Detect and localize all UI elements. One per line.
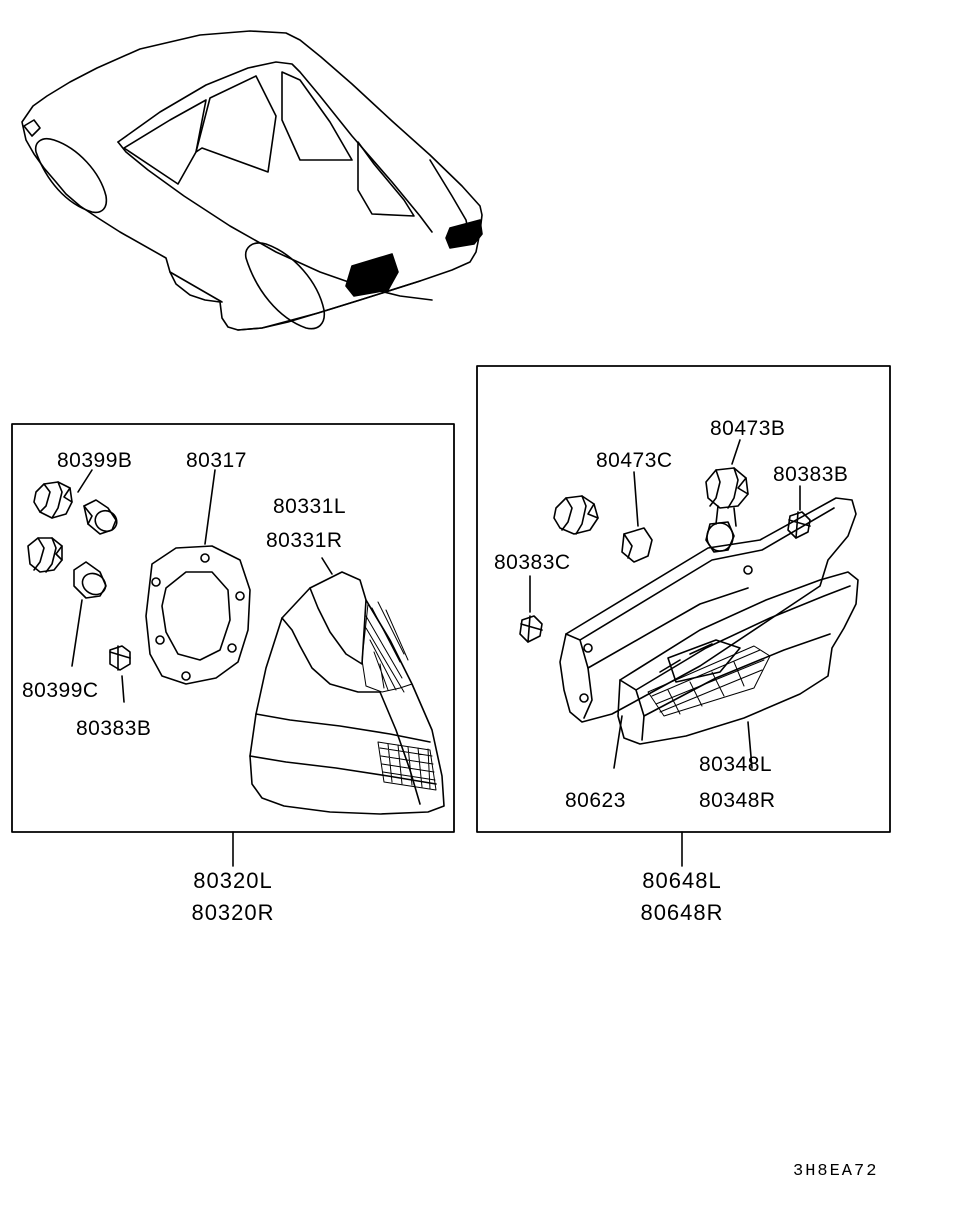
- leader-80331: [322, 558, 332, 574]
- assembly-label-80648R: 80648R: [640, 900, 724, 925]
- part-label-80348L: 80348L: [699, 753, 773, 776]
- socket-80399C: [28, 538, 109, 599]
- socket-80399B: [34, 482, 121, 535]
- assembly-label-80320R: 80320R: [191, 900, 275, 925]
- left-panel-parts: [28, 470, 444, 814]
- right-panel-parts: [520, 440, 858, 768]
- leader-80383B-left: [122, 676, 124, 702]
- bulb-80473C: [622, 528, 652, 562]
- part-label-80331R: 80331R: [266, 529, 343, 552]
- socket-80473B: [706, 468, 748, 552]
- gasket-80317: [146, 546, 250, 684]
- part-label-80473B: 80473B: [710, 417, 786, 440]
- grommet-80383C: [520, 616, 542, 642]
- grommet-80383B-left: [110, 646, 130, 670]
- leader-80473B: [732, 440, 740, 464]
- leader-80473C: [634, 472, 638, 526]
- part-label-80383B-left: 80383B: [76, 717, 152, 740]
- part-label-80383C: 80383C: [494, 551, 571, 574]
- drawing-code: 3H8EA72: [793, 1162, 879, 1181]
- leader-80399C: [72, 600, 82, 666]
- part-label-80348R: 80348R: [699, 789, 776, 812]
- assembly-label-80320L: 80320L: [193, 868, 273, 893]
- vehicle-illustration: [22, 31, 482, 330]
- part-label-80623: 80623: [565, 789, 626, 812]
- part-label-80399C: 80399C: [22, 679, 99, 702]
- part-label-80331L: 80331L: [273, 495, 347, 518]
- leader-80317: [205, 470, 215, 544]
- taillamp-lens-80331: [250, 572, 444, 814]
- garnish-lens-80348: [618, 572, 858, 744]
- part-label-80473C: 80473C: [596, 449, 673, 472]
- socket-80473C: [554, 496, 598, 534]
- part-label-80317: 80317: [186, 449, 247, 472]
- assembly-label-80648L: 80648L: [642, 868, 722, 893]
- part-label-80399B: 80399B: [57, 449, 133, 472]
- right-panel-border: [477, 366, 890, 832]
- part-label-80383B-right: 80383B: [773, 463, 849, 486]
- grommet-80383B-right: [788, 512, 810, 538]
